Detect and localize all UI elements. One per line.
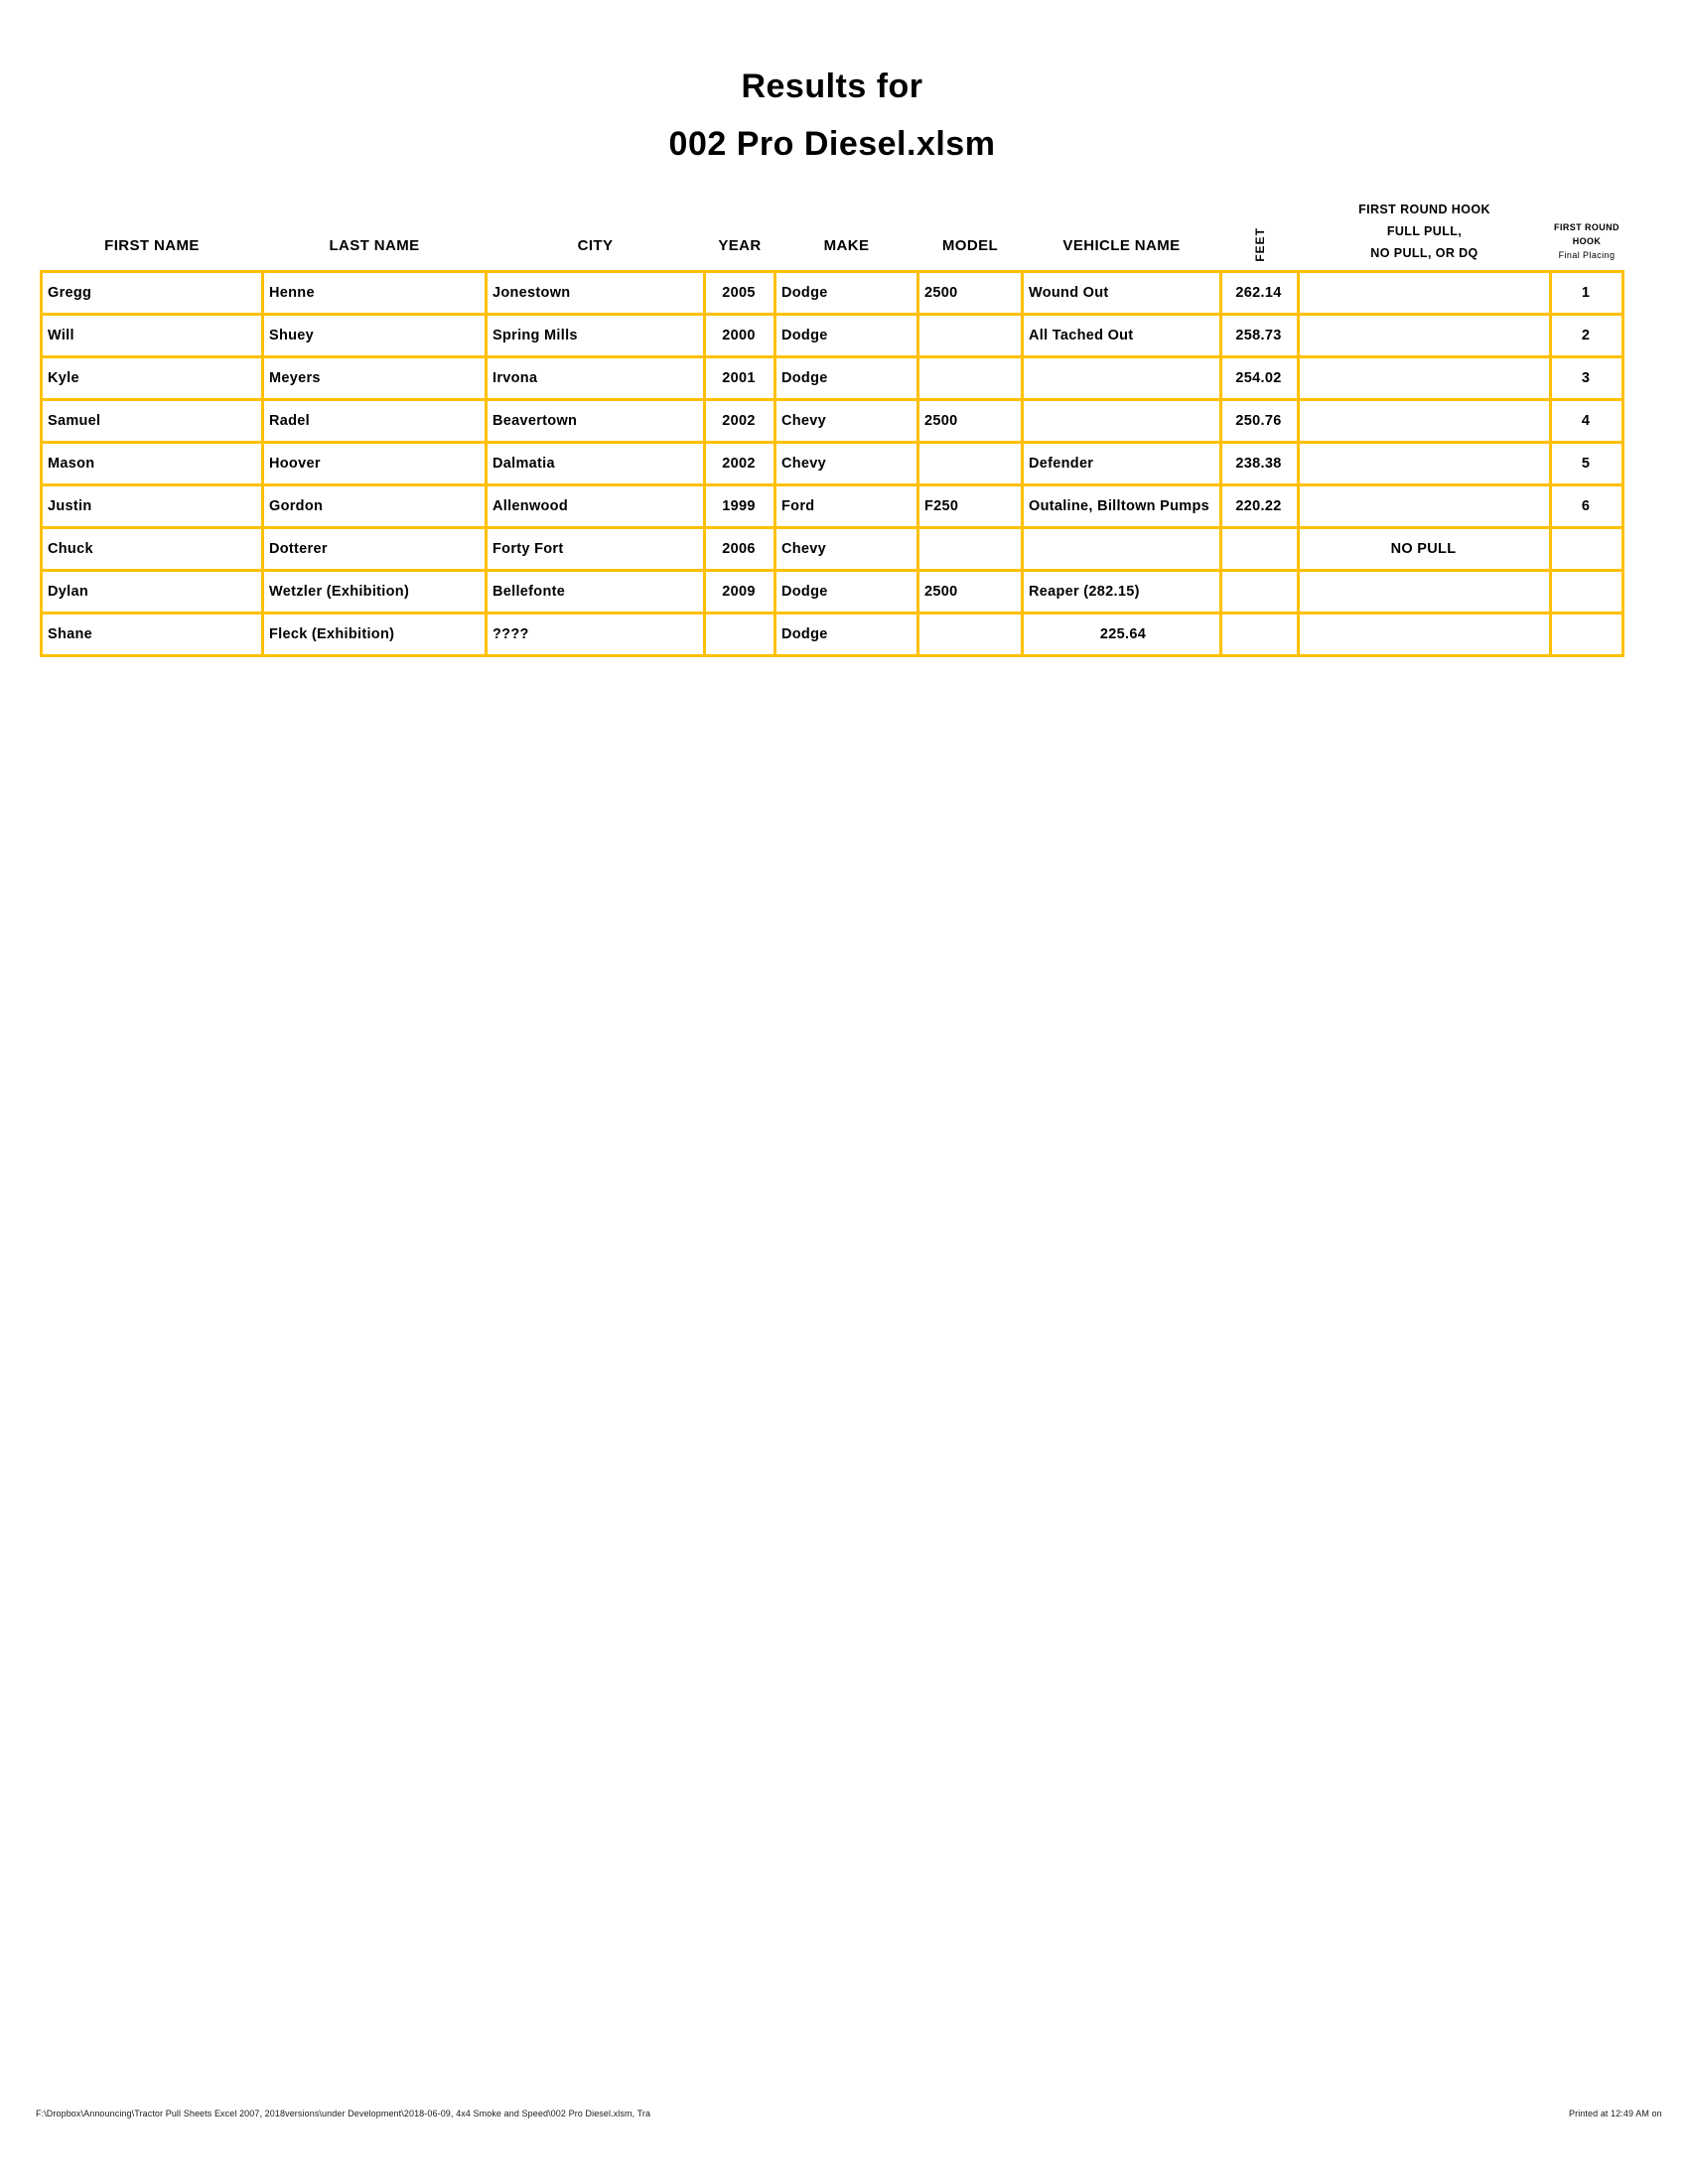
table-cell: 2001 bbox=[706, 358, 774, 398]
table-cell: 2005 bbox=[706, 273, 774, 313]
table-cell: Radel bbox=[264, 401, 485, 441]
table-cell: Chevy bbox=[776, 444, 916, 483]
table-cell: Forty Fort bbox=[488, 529, 703, 569]
column-header-model: MODEL bbox=[941, 237, 999, 254]
table-cell: 2000 bbox=[706, 316, 774, 355]
table-cell bbox=[1024, 358, 1219, 398]
table-cell bbox=[1300, 572, 1549, 612]
results-table bbox=[40, 270, 1624, 657]
table-cell bbox=[919, 316, 1021, 355]
column-header-first-round-hook-result bbox=[1300, 199, 1549, 270]
table-cell bbox=[1552, 572, 1621, 612]
column-header-feet-rotated: FEET bbox=[1252, 227, 1267, 262]
table-cell: 3 bbox=[1552, 358, 1621, 398]
table-cell: Chevy bbox=[776, 401, 916, 441]
table-cell: 2500 bbox=[919, 273, 1021, 313]
table-cell: Spring Mills bbox=[488, 316, 703, 355]
table-cell: 2006 bbox=[706, 529, 774, 569]
column-header-make: MAKE bbox=[823, 237, 870, 254]
column-header-first-name: FIRST NAME bbox=[104, 237, 200, 254]
hook-header-line2: FULL PULL, bbox=[1386, 224, 1463, 238]
table-cell: 254.02 bbox=[1222, 358, 1297, 398]
table-header-row bbox=[40, 185, 1624, 270]
table-cell: Wetzler (Exhibition) bbox=[264, 572, 485, 612]
table-cell: Dodge bbox=[776, 572, 916, 612]
table-cell: 6 bbox=[1552, 486, 1621, 526]
table-cell: Wound Out bbox=[1024, 273, 1219, 313]
table-cell bbox=[706, 614, 774, 654]
placing-header-line2: HOOK bbox=[1572, 236, 1602, 246]
table-cell bbox=[1552, 614, 1621, 654]
table-cell bbox=[1222, 572, 1297, 612]
placing-header-line1: FIRST ROUND bbox=[1554, 222, 1619, 232]
table-cell: NO PULL bbox=[1300, 529, 1549, 569]
placing-header-line3: Final Placing bbox=[1558, 250, 1616, 260]
table-cell bbox=[1300, 401, 1549, 441]
table-cell: Dalmatia bbox=[488, 444, 703, 483]
table-cell: 225.64 bbox=[1024, 614, 1219, 654]
table-cell: 258.73 bbox=[1222, 316, 1297, 355]
footer-file-path: F:\Dropbox\Announcing\Tractor Pull Sheets Excel 2007, 2018versions\under Development\2018-06-09, 4x4 Smoke and Speed\002 Pro Diesel.xlsm, Tra bbox=[36, 2109, 651, 2118]
table-cell: Ford bbox=[776, 486, 916, 526]
page-title bbox=[40, 58, 1624, 173]
table-cell: Shane bbox=[43, 614, 261, 654]
table-cell: Dodge bbox=[776, 358, 916, 398]
table-cell: Dodge bbox=[776, 273, 916, 313]
table-cell: Mason bbox=[43, 444, 261, 483]
table-cell: 4 bbox=[1552, 401, 1621, 441]
table-cell: Jonestown bbox=[488, 273, 703, 313]
column-header-city: CITY bbox=[577, 237, 614, 254]
table-cell: Henne bbox=[264, 273, 485, 313]
column-header-vehicle-name: VEHICLE NAME bbox=[1062, 237, 1181, 254]
table-cell: Chevy bbox=[776, 529, 916, 569]
table-cell: Samuel bbox=[43, 401, 261, 441]
table-cell: Gordon bbox=[264, 486, 485, 526]
table-cell bbox=[1222, 529, 1297, 569]
table-cell bbox=[1222, 614, 1297, 654]
table-cell: 262.14 bbox=[1222, 273, 1297, 313]
footer-printed-at: Printed at 12:49 AM on bbox=[1569, 2109, 1662, 2118]
column-header-year: YEAR bbox=[718, 237, 762, 254]
table-cell: 1 bbox=[1552, 273, 1621, 313]
table-cell bbox=[1300, 316, 1549, 355]
table-cell bbox=[919, 444, 1021, 483]
table-cell: Dodge bbox=[776, 316, 916, 355]
table-cell bbox=[1024, 401, 1219, 441]
table-cell: 220.22 bbox=[1222, 486, 1297, 526]
table-cell: Bellefonte bbox=[488, 572, 703, 612]
table-cell: Hoover bbox=[264, 444, 485, 483]
table-cell: All Tached Out bbox=[1024, 316, 1219, 355]
table-cell: Beavertown bbox=[488, 401, 703, 441]
table-cell: 250.76 bbox=[1222, 401, 1297, 441]
table-cell: Justin bbox=[43, 486, 261, 526]
table-cell: ???? bbox=[488, 614, 703, 654]
table-cell: 238.38 bbox=[1222, 444, 1297, 483]
hook-header-line1: FIRST ROUND HOOK bbox=[1358, 203, 1490, 216]
table-cell: Fleck (Exhibition) bbox=[264, 614, 485, 654]
table-cell: 2002 bbox=[706, 401, 774, 441]
table-cell: Dotterer bbox=[264, 529, 485, 569]
table-cell bbox=[919, 614, 1021, 654]
table-cell: 2 bbox=[1552, 316, 1621, 355]
table-cell bbox=[1300, 486, 1549, 526]
table-cell bbox=[919, 529, 1021, 569]
table-cell: Gregg bbox=[43, 273, 261, 313]
table-cell: Shuey bbox=[264, 316, 485, 355]
table-cell: Meyers bbox=[264, 358, 485, 398]
table-cell bbox=[1300, 273, 1549, 313]
hook-header-line3: NO PULL, OR DQ bbox=[1370, 246, 1478, 260]
table-cell: Irvona bbox=[488, 358, 703, 398]
table-cell: 2500 bbox=[919, 401, 1021, 441]
table-cell: 5 bbox=[1552, 444, 1621, 483]
table-cell bbox=[1552, 529, 1621, 569]
table-cell bbox=[1300, 614, 1549, 654]
table-cell: Reaper (282.15) bbox=[1024, 572, 1219, 612]
table-cell: Will bbox=[43, 316, 261, 355]
table-cell: Dylan bbox=[43, 572, 261, 612]
table-cell: Defender bbox=[1024, 444, 1219, 483]
table-cell bbox=[1300, 444, 1549, 483]
table-cell: 1999 bbox=[706, 486, 774, 526]
table-cell bbox=[919, 358, 1021, 398]
table-cell: 2009 bbox=[706, 572, 774, 612]
table-cell: Chuck bbox=[43, 529, 261, 569]
table-cell: Allenwood bbox=[488, 486, 703, 526]
table-cell bbox=[1300, 358, 1549, 398]
column-header-last-name: LAST NAME bbox=[329, 237, 420, 254]
table-cell: Kyle bbox=[43, 358, 261, 398]
table-cell bbox=[1024, 529, 1219, 569]
page-title-line1: Results for bbox=[741, 68, 923, 105]
table-cell: 2500 bbox=[919, 572, 1021, 612]
table-cell: Outaline, Billtown Pumps bbox=[1024, 486, 1219, 526]
column-header-final-placing bbox=[1552, 220, 1621, 270]
table-cell: 2002 bbox=[706, 444, 774, 483]
page-title-line2: 002 Pro Diesel.xlsm bbox=[668, 125, 996, 163]
table-cell: F250 bbox=[919, 486, 1021, 526]
table-cell: Dodge bbox=[776, 614, 916, 654]
